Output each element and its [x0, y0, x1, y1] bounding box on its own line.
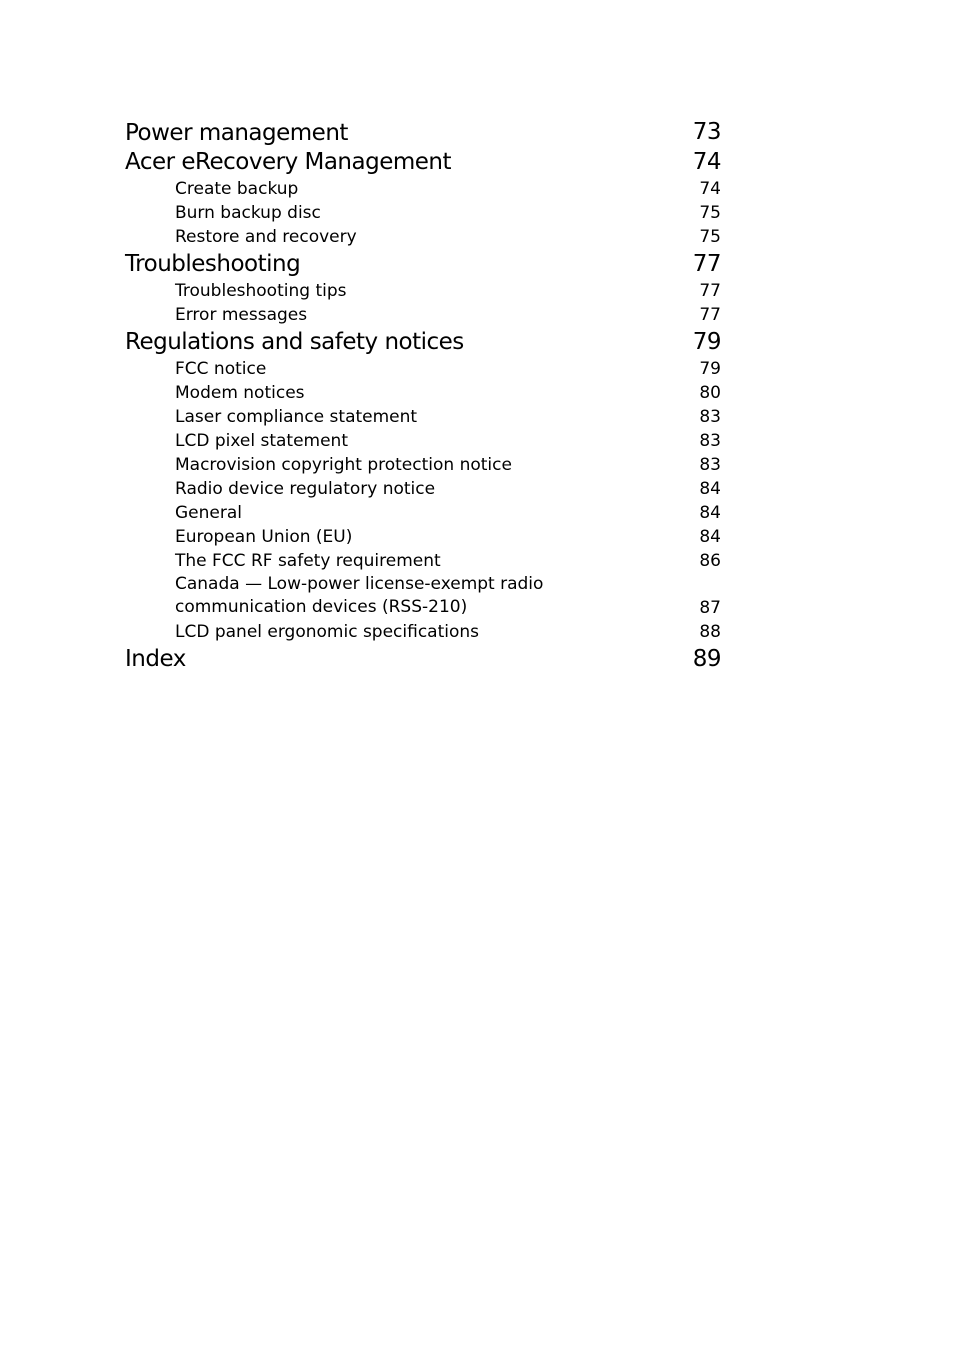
- toc-section-restore-and-recovery[interactable]: [125, 225, 721, 249]
- toc-entry-page-number: 88: [699, 622, 721, 642]
- toc-entry-title: Acer eRecovery Management: [125, 149, 452, 175]
- toc-section-fcc-rf-safety-requirement[interactable]: [125, 549, 721, 573]
- toc-entry-title: Modem notices: [175, 383, 305, 403]
- toc-chapter-acer-erecovery-management[interactable]: [125, 147, 721, 177]
- toc-section-european-union[interactable]: [125, 525, 721, 549]
- toc-entry-title: Regulations and safety notices: [125, 329, 464, 355]
- toc-entry-page-number: 89: [692, 646, 721, 672]
- toc-entry-page-number: 84: [699, 527, 721, 547]
- toc-section-lcd-panel-ergonomic-specifications[interactable]: [125, 620, 721, 644]
- toc-entry-page-number: 83: [699, 431, 721, 451]
- toc-section-burn-backup-disc[interactable]: [125, 201, 721, 225]
- toc-entry-page-number: 75: [699, 227, 721, 247]
- toc-entry-title: General: [175, 503, 242, 523]
- toc-entry-title: The FCC RF safety requirement: [175, 551, 441, 571]
- toc-section-fcc-notice[interactable]: [125, 357, 721, 381]
- toc-entry-page-number: 83: [699, 455, 721, 475]
- toc-entry-title: LCD pixel statement: [175, 431, 348, 451]
- toc-entry-title: European Union (EU): [175, 527, 353, 547]
- toc-entry-page-number: 79: [692, 329, 721, 355]
- toc-entry-page-number: 75: [699, 203, 721, 223]
- toc-entry-page-number: 86: [699, 551, 721, 571]
- toc-section-troubleshooting-tips[interactable]: [125, 279, 721, 303]
- toc-chapter-power-management[interactable]: [125, 118, 721, 147]
- toc-section-modem-notices[interactable]: [125, 381, 721, 405]
- toc-entry-page-number: 77: [699, 305, 721, 325]
- toc-entry-title: FCC notice: [175, 359, 267, 379]
- toc-entry-page-number: 84: [699, 503, 721, 523]
- toc-entry-page-number: 84: [699, 479, 721, 499]
- toc-section-canada-low-power-devices[interactable]: [125, 573, 721, 620]
- table-of-contents: [125, 118, 721, 674]
- toc-entry-title: Troubleshooting: [125, 251, 301, 277]
- toc-section-lcd-pixel-statement[interactable]: [125, 429, 721, 453]
- toc-chapter-troubleshooting[interactable]: [125, 249, 721, 279]
- toc-entry-page-number: 83: [699, 407, 721, 427]
- toc-chapter-regulations-and-safety-notices[interactable]: [125, 327, 721, 357]
- toc-section-create-backup[interactable]: [125, 177, 721, 201]
- toc-entry-title: Canada — Low-power license-exempt radio communication devices (RSS-210): [175, 574, 544, 617]
- toc-chapter-index[interactable]: [125, 644, 721, 674]
- toc-entry-page-number: 77: [692, 251, 721, 277]
- toc-entry-title: Index: [125, 646, 186, 672]
- toc-entry-title: Laser compliance statement: [175, 407, 418, 427]
- toc-entry-title: Burn backup disc: [175, 203, 321, 223]
- toc-entry-page-number: 79: [699, 359, 721, 379]
- toc-entry-title: Restore and recovery: [175, 227, 357, 247]
- toc-section-general[interactable]: [125, 501, 721, 525]
- toc-section-laser-compliance-statement[interactable]: [125, 405, 721, 429]
- toc-entry-title: LCD panel ergonomic specifications: [175, 622, 480, 642]
- toc-entry-page-number: 77: [699, 281, 721, 301]
- toc-entry-page-number: 87: [699, 598, 721, 618]
- toc-entry-title: Macrovision copyright protection notice: [175, 455, 512, 475]
- toc-entry-title: Troubleshooting tips: [175, 281, 347, 301]
- toc-section-macrovision-copyright-protection-notice[interactable]: [125, 453, 721, 477]
- toc-entry-title: Radio device regulatory notice: [175, 479, 436, 499]
- toc-entry-page-number: 74: [692, 149, 721, 175]
- toc-entry-title: Create backup: [175, 179, 299, 199]
- toc-entry-page-number: 74: [699, 179, 721, 199]
- toc-section-error-messages[interactable]: [125, 303, 721, 327]
- toc-entry-title: Power management: [125, 120, 348, 146]
- toc-section-radio-device-regulatory-notice[interactable]: [125, 477, 721, 501]
- toc-entry-title: Error messages: [175, 305, 308, 325]
- toc-entry-page-number: 73: [692, 119, 721, 145]
- toc-entry-page-number: 80: [699, 383, 721, 403]
